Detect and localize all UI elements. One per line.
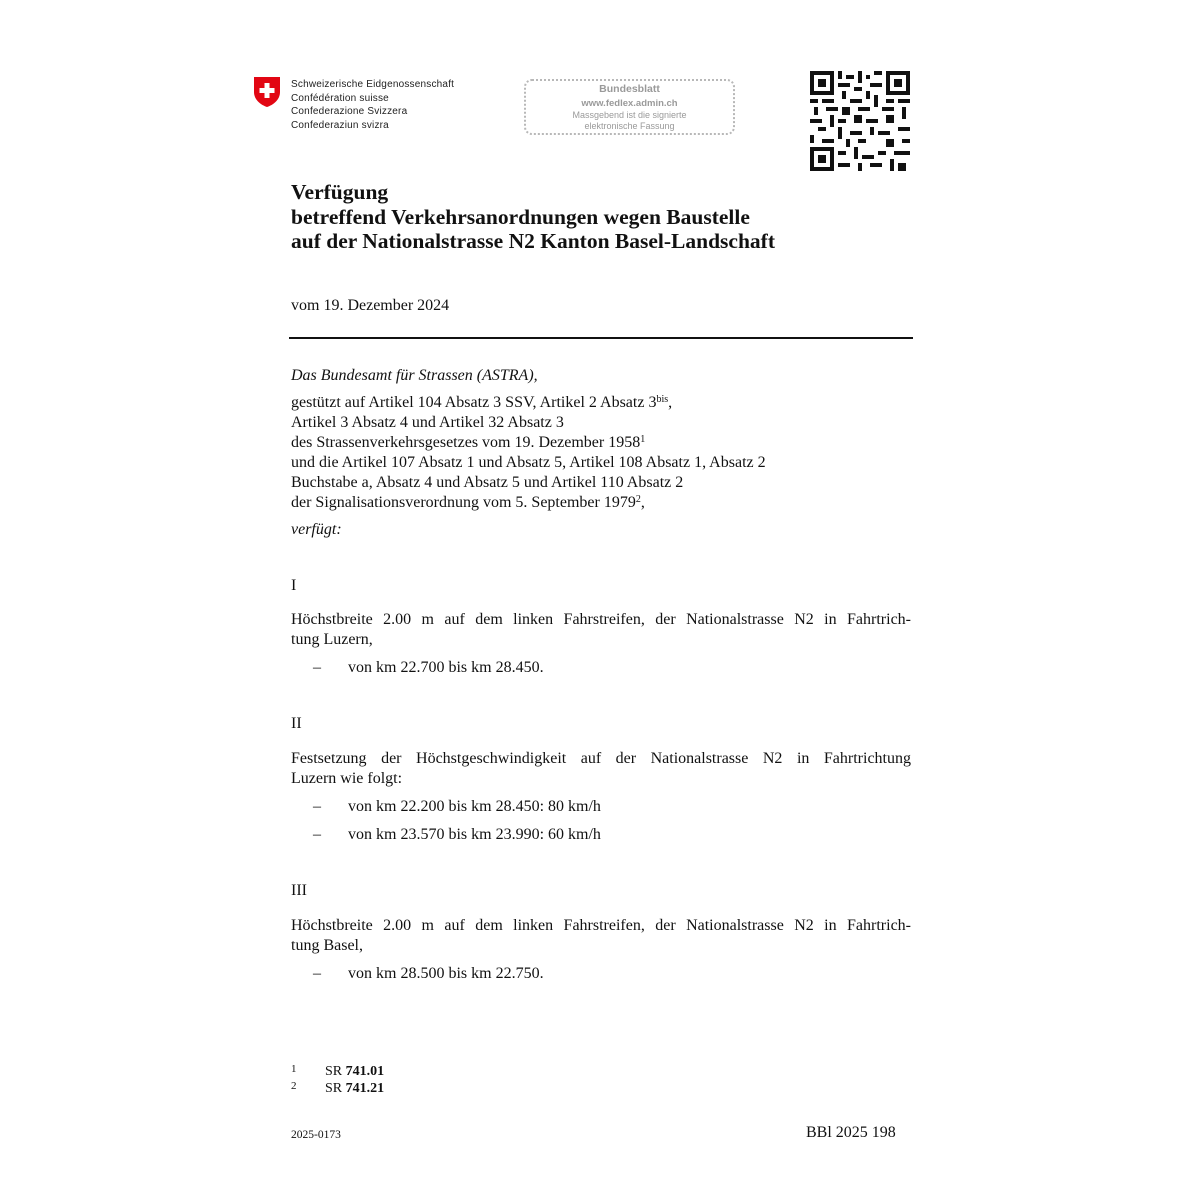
agency-name-de: Schweizerische Eidgenossenschaft — [291, 79, 455, 90]
title-line-2: betreffend Verkehrsanordnungen wegen Baustelle — [291, 204, 750, 229]
stamp-note-2: elektronische Fassung — [584, 121, 675, 131]
footnote-sr-ref[interactable]: 741.01 — [345, 1064, 385, 1079]
legal-basis-comma: , — [668, 394, 673, 411]
footnote-prefix: SR — [325, 1081, 343, 1096]
section-text-line: Höchstbreite 2.00 m auf dem linken Fahrstreifen, der Nationalstrasse N2 in Fahrtrich- — [291, 917, 911, 934]
footnote-ref-2[interactable]: 2 — [635, 494, 641, 505]
section-text-2 — [291, 749, 911, 789]
document-number: 2025-0173 — [291, 1129, 341, 1141]
divider-rule — [289, 337, 913, 339]
superscript-bis: bis — [656, 394, 669, 405]
list-item-text: von km 22.700 bis km 28.450. — [348, 659, 544, 676]
bullet-dash: – — [313, 798, 321, 815]
section-text-1 — [291, 610, 911, 650]
section-text-line: tung Luzern, — [291, 631, 373, 648]
section-heading-3: III — [291, 882, 307, 899]
section-text-line: Höchstbreite 2.00 m auf dem linken Fahrstreifen, der Nationalstrasse N2 in Fahrtrich- — [291, 611, 911, 628]
legal-basis-line-1 — [291, 393, 766, 413]
legal-basis-line-4: und die Artikel 107 Absatz 1 und Absatz 5, Artikel 108 Absatz 1, Absatz 2 — [291, 454, 766, 471]
bullet-dash: – — [313, 826, 321, 843]
decree-verb: verfügt: — [291, 521, 342, 538]
stamp-url: www.fedlex.admin.ch — [581, 98, 678, 109]
footnote-number: 1 — [291, 1063, 297, 1075]
bullet-dash: – — [313, 965, 321, 982]
footnote-number: 2 — [291, 1080, 297, 1092]
list-item-text: von km 28.500 bis km 22.750. — [348, 965, 544, 982]
section-text-3 — [291, 916, 911, 956]
section-text-line: tung Basel, — [291, 937, 363, 954]
page-title — [291, 180, 775, 254]
footnote-ref-1[interactable]: 1 — [640, 434, 646, 445]
bullet-dash: – — [313, 659, 321, 676]
document-date: vom 19. Dezember 2024 — [291, 297, 450, 314]
stamp-note-1: Massgebend ist die signierte — [572, 110, 687, 120]
legal-basis-line-2: Artikel 3 Absatz 4 und Artikel 32 Absatz 3 — [291, 414, 564, 431]
agency-name-rm: Confederaziun svizra — [291, 119, 389, 131]
qr-code-icon — [810, 71, 910, 171]
legal-basis-text: des Strassenverkehrsgesetzes vom 19. Dezember 1958 — [291, 434, 641, 451]
bbl-reference: BBl 2025 198 — [806, 1124, 896, 1141]
legal-basis-text: der Signalisationsverordnung vom 5. September 1979 — [291, 494, 636, 511]
list-item — [313, 965, 544, 983]
legal-basis-line-5: Buchstabe a, Absatz 4 und Absatz 5 und Artikel 110 Absatz 2 — [291, 474, 684, 491]
issuing-authority: Das Bundesamt für Strassen (ASTRA), — [291, 367, 538, 384]
legal-basis-comma: , — [640, 494, 645, 511]
swiss-crest-icon — [253, 76, 281, 108]
legal-basis-line-6 — [291, 493, 766, 513]
stamp-title: Bundesblatt — [599, 83, 660, 95]
footnote-1 — [291, 1063, 384, 1080]
list-item — [313, 659, 544, 677]
footnote-prefix: SR — [325, 1064, 343, 1079]
agency-name-it: Confederazione Svizzera — [291, 106, 408, 117]
bundesblatt-stamp — [524, 79, 735, 135]
list-item — [313, 826, 601, 844]
legal-basis — [291, 393, 766, 513]
footnote-sr-ref[interactable]: 741.21 — [345, 1081, 385, 1096]
section-heading-2: II — [291, 715, 302, 732]
section-text-line: Festsetzung der Höchstgeschwindigkeit auf der Nationalstrasse N2 in Fahrtrichtung — [291, 750, 911, 767]
legal-basis-text: gestützt auf Artikel 104 Absatz 3 SSV, Artikel 2 Absatz 3 — [291, 394, 657, 411]
title-line-3: auf der Nationalstrasse N2 Kanton Basel-Landschaft — [291, 229, 775, 253]
agency-names — [291, 78, 454, 132]
agency-name-fr: Confédération suisse — [291, 92, 389, 104]
list-item-text: von km 22.200 bis km 28.450: 80 km/h — [348, 798, 601, 815]
section-heading-1: I — [291, 577, 297, 594]
legal-basis-line-3 — [291, 433, 766, 453]
footnote-2 — [291, 1080, 384, 1097]
section-text-line: Luzern wie folgt: — [291, 770, 403, 787]
list-item — [313, 798, 601, 816]
title-line-1: Verfügung — [291, 180, 389, 204]
list-item-text: von km 23.570 bis km 23.990: 60 km/h — [348, 826, 601, 843]
